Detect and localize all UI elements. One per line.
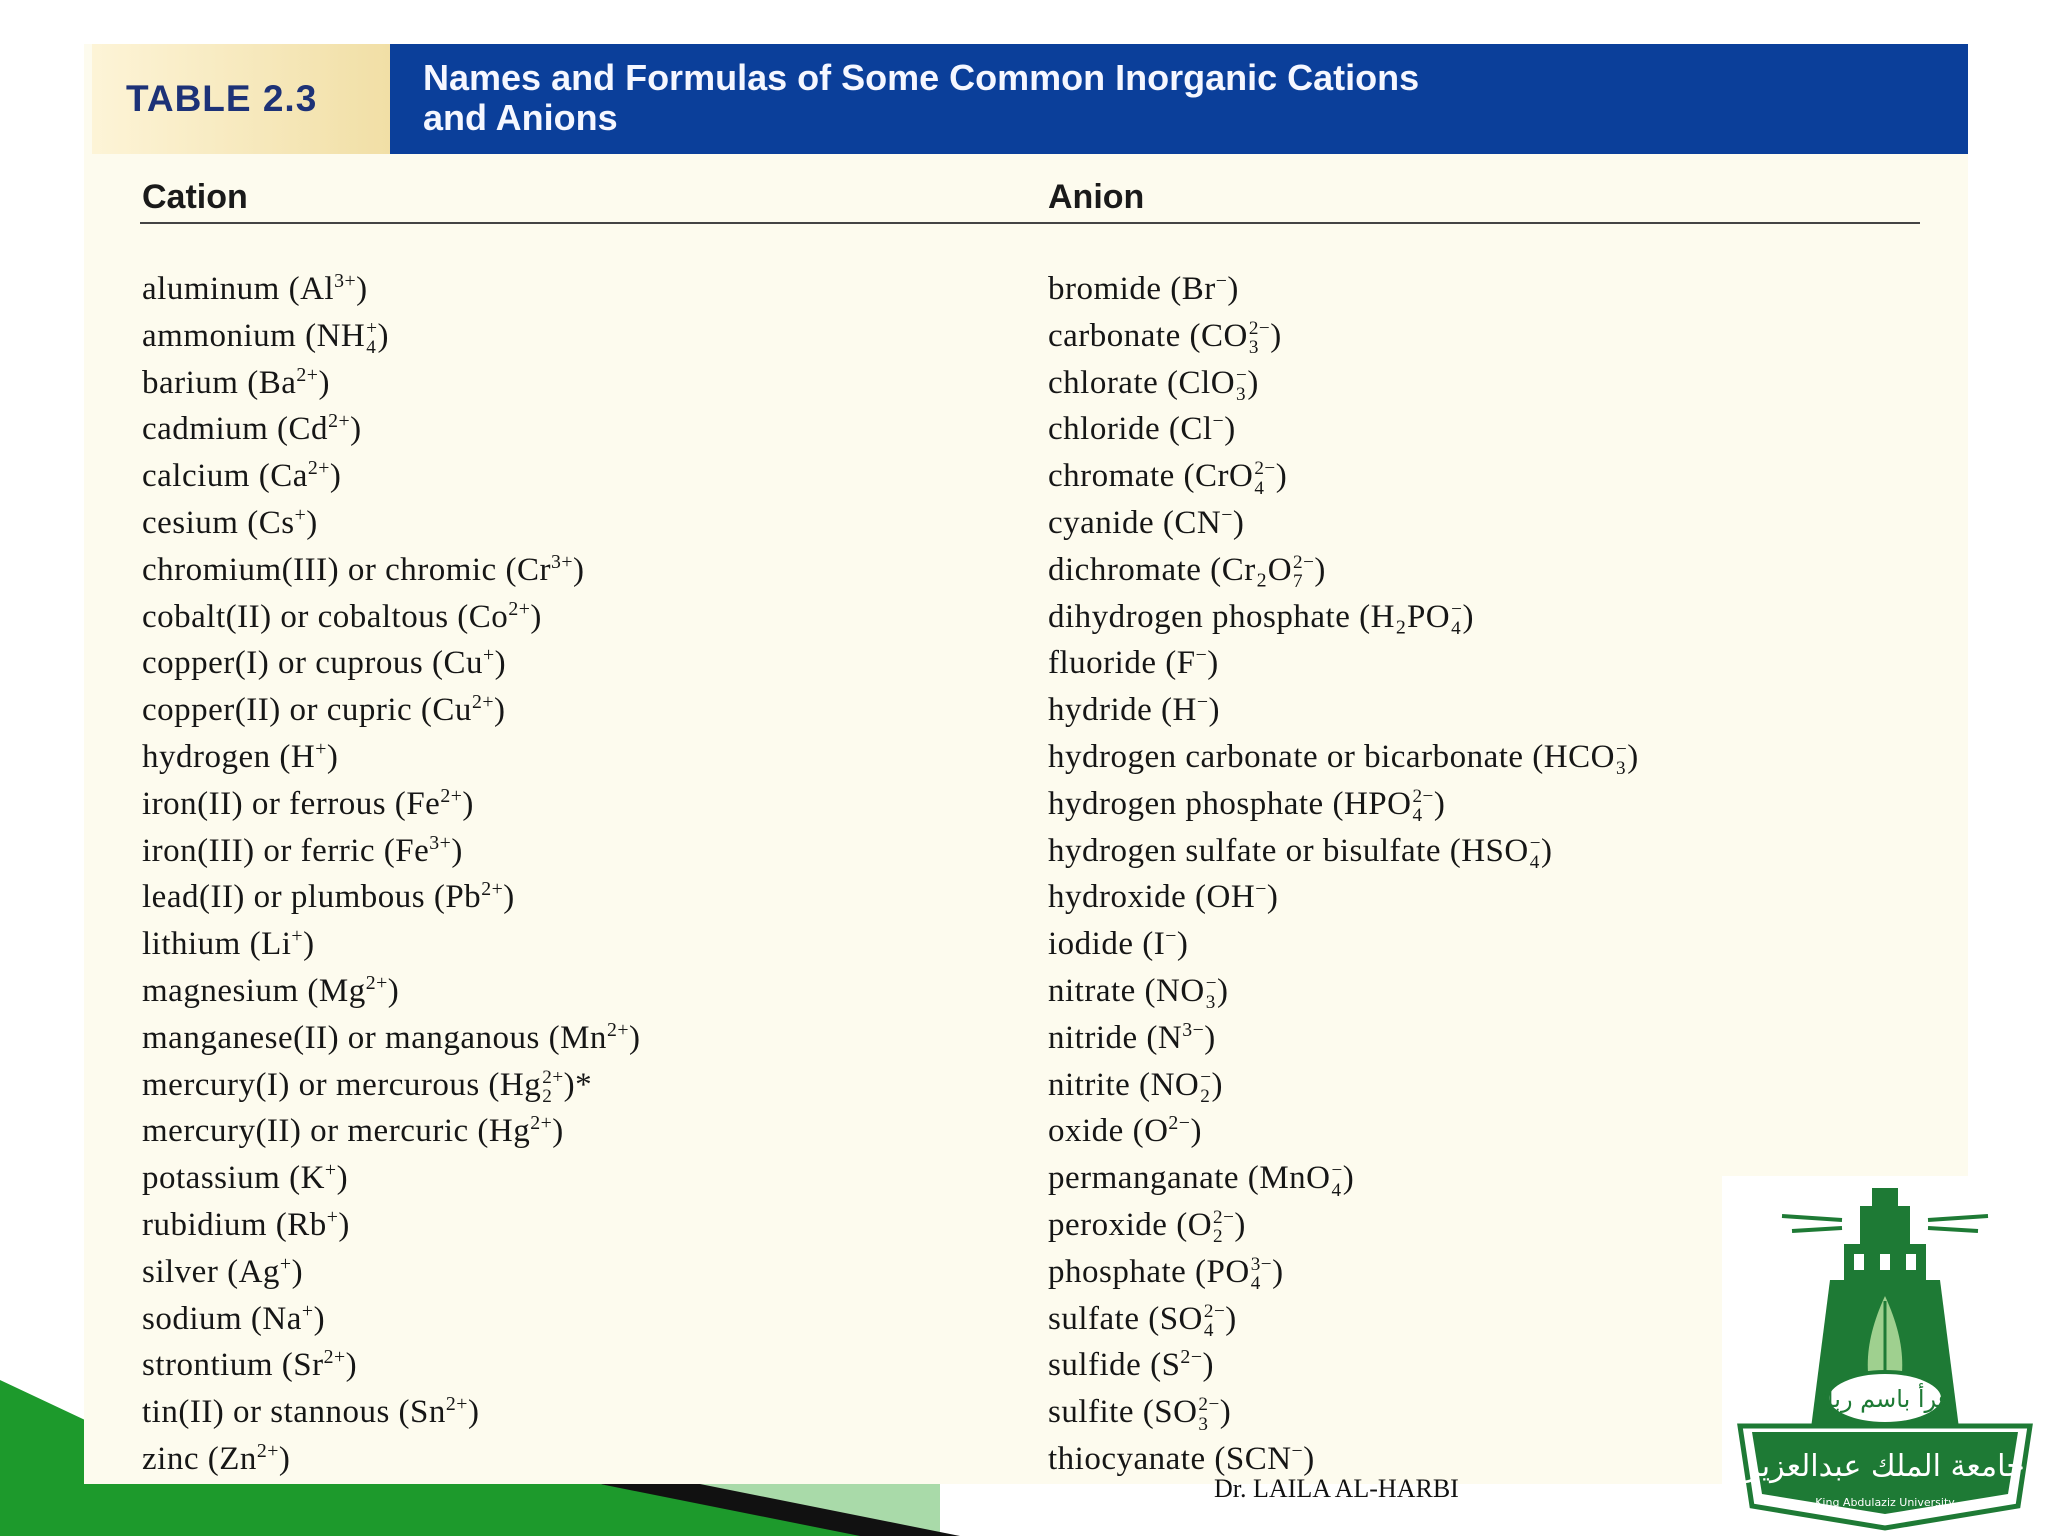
anion-name: thiocyanate ( [1048,1440,1226,1477]
cation-row: mercury(I) or mercurous (Hg 2+ 2 )* [142,1066,593,1107]
cation-name: copper(II) or cupric ( [142,692,433,729]
cation-row: ammonium (NH + 4 ) [142,317,390,359]
anion-name: sulfite ( [1048,1394,1155,1431]
anion-name: carbonate ( [1048,317,1201,354]
cation-charge: 2+ [323,1346,346,1369]
anion-name: sulfate ( [1048,1300,1160,1337]
cation-list [142,266,640,1483]
anion-row: hydrogen carbonate or bicarbonate (HCO − 3 ) [1048,738,1639,780]
anion-row: phosphate (PO 3− 4 ) [1048,1253,1284,1295]
cation-row: iron(II) or ferrous $(Fe^{2+})$ [142,784,474,822]
anion-charge-subscript: 2− 4 [1254,458,1276,499]
anion-charge-subscript: 2− 3 [1198,1394,1220,1435]
green-corner-shape [0,1380,85,1536]
anion-formula: O [1144,1113,1169,1150]
cation-charge: 3+ [334,270,357,292]
anion-row: cyanide (CN−) [1048,503,1245,541]
footer-author: Dr. LAILA AL-HARBI [1214,1474,1459,1503]
cation-row: aluminum $(Al^{3+})$ [142,270,368,307]
cation-formula: H [290,738,316,775]
anion-charge: 2− [1180,1346,1203,1369]
anion-formula: SO [1154,1394,1198,1431]
anion-row: hydrogen sulfate or bisulfate (HSO − 4 ) [1048,832,1553,873]
cation-formula: Sn [410,1394,446,1431]
cation-charge: + [294,503,307,526]
anion-charge-subscript: − 4 [1451,598,1463,639]
cation-charge: 2+ [365,971,388,994]
anion-charge-subscript: 2− 4 [1203,1300,1226,1341]
anion-row: permanganate (MnO − 4 ) [1048,1160,1355,1201]
anion-formula: CO [1201,317,1248,354]
anion-formula: NO [1150,1066,1200,1103]
cation-name: rubidium ( [142,1206,288,1243]
anion-name: sulfide ( [1048,1347,1162,1384]
anion-charge-subscript: − 4 [1331,1160,1343,1201]
anion-row: chloride (Cl−) [1048,410,1236,448]
anion-charge-subscript: 2− 7 [1293,552,1315,593]
logo-english-name: King Abdulaziz University [1815,1496,1955,1509]
cation-formula: Cd [288,411,329,448]
anion-formula: F [1176,645,1196,682]
cation-formula: K [300,1160,325,1197]
anion-formula: HCO [1543,738,1615,775]
anion-column-header: Anion [1048,178,1145,216]
cation-name: hydrogen ( [142,738,291,775]
cation-charge: 2+ [508,597,531,620]
anion-row: sulfide $(S^{2-})$ [1048,1346,1214,1384]
cation-row: strontium $(Sr^{2+})$ [142,1346,358,1384]
cation-name: tin(II) or stannous ( [142,1394,411,1431]
anion-charge-subscript: 2− 3 [1248,318,1271,359]
cation-formula: Ag [238,1253,280,1290]
anion-name: cyanide ( [1048,504,1175,541]
cation-formula: Li [261,926,292,963]
cation-name: mercury(I) or mercurous ( [142,1066,500,1103]
cation-charge: + [291,925,304,948]
cation-name: lithium ( [142,926,262,963]
anion-row: fluoride (F−) [1048,644,1219,682]
cation-name: strontium ( [142,1347,294,1384]
cation-row: lead(II) or plumbous $(Pb^{2+})$ [142,878,515,916]
cation-charge: + [482,644,495,667]
cation-name: cobalt(II) or cobaltous ( [142,598,469,635]
cation-charge: 2+ [328,410,351,433]
cation-charge: 2+ [440,784,463,807]
cation-formula: Pb [445,879,482,916]
anion-charge: − [1221,503,1233,526]
cation-row: mercury(II) or mercuric $(Hg^{2+})$ [142,1112,564,1150]
anion-formula: I [1153,926,1166,963]
cation-charge: 2+ [481,878,504,901]
cation-formula: Ba [258,364,297,401]
anion-charge: − [1212,410,1225,433]
logo-arabic-name: جامعة الملك عبدالعزيز [1745,1449,2025,1484]
cation-charge: + [301,1299,314,1322]
cation-row: cadmium $(Cd^{2+})$ [142,410,362,448]
table-header [92,44,1968,154]
cation-formula: Hg [488,1113,531,1150]
anion-charge-subscript: 2− 4 [1412,786,1434,827]
anion-row: chromate (CrO 2− 4 ) [1048,458,1288,499]
cation-row: calcium $(Ca^{2+})$ [142,457,342,495]
anion-name: phosphate ( [1048,1253,1207,1290]
cation-formula: Hg [499,1066,542,1103]
anion-formula: Br [1181,271,1216,307]
anion-charge-subscript: − 4 [1529,832,1542,873]
cation-formula: Cr [516,551,551,588]
cation-name: iron(II) or ferrous ( [142,785,407,822]
cation-charge: 3+ [429,831,452,854]
cation-formula: Al [300,271,335,307]
cation-row: magnesium $(Mg^{2+})$ [142,971,400,1009]
anion-charge-subscript: − 3 [1236,364,1248,406]
green-chevron-shape [85,1484,940,1536]
anion-name: chromate ( [1048,458,1196,495]
cation-row: iron(III) or ferric $(Fe^{3+})$ [142,831,463,869]
anion-row: sulfite (SO 2− 3 ) [1048,1394,1232,1435]
anion-charge: − [1255,878,1267,901]
anion-formula: CrO [1195,458,1254,495]
anion-formula: Cl [1180,411,1213,448]
anion-formula: PO [1206,1253,1250,1290]
anion-formula: N [1157,1019,1183,1056]
cation-row: silver (Ag+) [142,1252,304,1290]
anion-row: chlorate (ClO − 3 ) [1048,364,1259,406]
cation-formula: Mn [560,1019,607,1056]
cation-name: cadmium ( [142,411,289,448]
anion-row: nitrate (NO − 3 ) [1048,972,1229,1014]
anion-name: hydrogen sulfate or bisulfate ( [1048,832,1462,869]
cation-name: iron(III) or ferric ( [142,832,396,869]
cation-name: mercury(II) or mercuric ( [142,1113,489,1150]
anion-name: nitride ( [1048,1019,1158,1056]
header-rule [140,222,1920,224]
anion-name: bromide ( [1048,271,1182,307]
anion-charge: − [1195,644,1208,667]
cation-charge-subscript: + 4 [366,318,378,359]
cation-charge: 2+ [296,363,319,386]
anion-name: iodide ( [1048,926,1154,963]
cation-name: lead(II) or plumbous ( [142,879,446,916]
table-caption [390,44,1968,154]
anion-charge-subscript: − 3 [1615,739,1628,780]
anion-name: permanganate ( [1048,1160,1260,1197]
anion-formula: MnO [1259,1160,1331,1197]
anion-row: iodide (I−) [1048,925,1189,963]
cation-row: barium $(Ba^{2+})$ [142,363,330,401]
anion-formula: CN [1174,504,1222,541]
cation-formula: Mg [318,972,366,1009]
anion-row: carbonate (CO 2− 3 ) [1048,317,1282,359]
cation-charge: + [326,1205,339,1228]
anion-formula: OH [1206,879,1256,916]
black-chevron-shape [600,1484,960,1536]
cation-formula: Cu [443,645,483,682]
cation-formula: Rb [287,1206,327,1243]
cation-row: copper(I) or cuprous (Cu+) [142,644,507,682]
anion-charge: 3− [1182,1018,1205,1041]
anion-row: hydroxide (OH−) [1048,878,1279,916]
anion-name: chlorate ( [1048,364,1179,401]
anion-row: hydride (H−) [1048,691,1221,729]
cation-row: hydrogen (H+) [142,737,339,775]
anion-charge-subscript: 3− 4 [1250,1254,1273,1295]
anion-name: fluoride ( [1048,645,1177,682]
cation-row: cobalt(II) or cobaltous $(Co^{2+})$ [142,597,542,635]
cation-name: magnesium ( [142,972,319,1009]
cation-name: manganese(II) or manganous ( [142,1019,561,1056]
anion-charge: − [1196,691,1209,714]
anion-name: chloride ( [1048,411,1181,448]
cation-formula: Ca [270,458,308,495]
anion-row: nitride $(N^{3-})$ [1048,1018,1216,1056]
anion-formula: S [1161,1347,1181,1384]
cation-charge-subscript: 2+ 2 [542,1066,564,1107]
anion-formula: O [1187,1206,1213,1243]
anion-formula: HSO [1461,832,1529,869]
anion-charge-subscript: − 3 [1205,973,1217,1014]
table-panel [84,44,1968,1484]
cation-formula: Fe [406,785,441,822]
cation-name: chromium(III) or chromic ( [142,551,517,588]
cation-row: tin(II) or stannous $(Sn^{2+})$ [142,1393,480,1431]
cation-charge: 3+ [550,550,573,573]
anion-row: hydrogen phosphate (HPO 2− 4 ) [1048,785,1446,827]
anion-row: thiocyanate (SCN−) [1048,1439,1315,1477]
anion-charge: − [1291,1439,1304,1462]
cation-row: rubidium (Rb+) [142,1205,350,1243]
cation-charge: 2+ [445,1393,468,1416]
cation-name: barium ( [142,364,259,401]
anion-row: sulfate (SO 2− 4 ) [1048,1300,1237,1341]
cation-charge: 2+ [530,1112,553,1135]
king-abdulaziz-university-logo-icon [1722,1176,2048,1536]
anion-charge-subscript: 2− 2 [1213,1207,1235,1248]
anion-row: oxide $(O^{2-})$ [1048,1112,1202,1150]
anion-row: dihydrogen phosphate (H₂PO − 4 ) [1048,598,1474,639]
anion-formula: H₂PO [1370,598,1451,635]
anion-list [1048,266,1639,1483]
cation-charge: + [279,1252,292,1275]
cation-formula: Cu [432,692,472,729]
anion-name: hydrogen phosphate ( [1048,785,1344,822]
anion-formula: NO [1156,972,1205,1009]
cation-row: manganese(II) or manganous $(Mn^{2+})$ [142,1018,641,1056]
cation-name: calcium ( [142,458,271,495]
cation-name: zinc ( [142,1440,220,1477]
cation-name: sodium ( [142,1300,263,1337]
cation-name: silver ( [142,1253,239,1290]
cation-row: lithium (Li+) [142,925,315,963]
cation-name: aluminum ( [142,271,301,307]
logo-motto-text: اقرأ باسم ربك [1814,1385,1956,1413]
anion-formula: Cr₂O [1221,551,1293,588]
cation-formula: Cs [258,504,295,541]
anion-name: hydroxide ( [1048,879,1207,916]
anion-charge: − [1215,270,1228,292]
anion-name: hydrogen carbonate or bicarbonate ( [1048,738,1544,775]
cation-row: zinc $(Zn^{2+})$ [142,1439,291,1477]
anion-name: nitrate ( [1048,972,1157,1009]
anion-name: dihydrogen phosphate ( [1048,598,1371,635]
anion-row: bromide (Br−) [1048,270,1239,307]
cation-formula: Fe [395,832,430,869]
cation-name: copper(I) or cuprous ( [142,645,444,682]
cation-row: chromium(III) or chromic $(Cr^{3+})$ [142,550,585,588]
cation-formula: Na [262,1300,302,1337]
anion-row: dichromate (Cr₂O 2− 7 ) [1048,551,1326,593]
cation-charge: 2+ [307,457,330,480]
cation-column-header: Cation [142,178,248,216]
anion-charge-subscript: − 2 [1200,1066,1212,1107]
cation-formula: Co [468,598,509,635]
anion-formula: HPO [1343,785,1412,822]
table-number: TABLE 2.3 [92,44,390,154]
anion-name: hydride ( [1048,692,1173,729]
table-caption-line-1: Names and Formulas of Some Common Inorganic Cations [423,57,1420,98]
cation-row: cesium (Cs+) [142,503,318,541]
cation-formula: Zn [219,1440,257,1477]
table-caption-line-2: and Anions [423,97,618,138]
anion-name: oxide ( [1048,1113,1145,1150]
cation-formula: Sr [293,1347,324,1384]
green-chevron-highlight [600,1484,940,1536]
cation-row: copper(II) or cupric $(Cu^{2+})$ [142,691,506,729]
cation-charge: + [315,737,327,760]
cation-formula: NH [316,317,366,354]
anion-formula: ClO [1178,364,1236,401]
cation-charge: 2+ [606,1018,629,1041]
anion-name: dichromate ( [1048,551,1222,588]
anion-formula: SCN [1225,1440,1292,1477]
cation-name: cesium ( [142,504,259,541]
anion-formula: H [1172,692,1197,729]
cation-name: potassium ( [142,1160,301,1197]
anion-charge: − [1165,925,1177,948]
anion-name: peroxide ( [1048,1206,1188,1243]
cation-charge: 2+ [256,1439,279,1462]
anion-formula: SO [1159,1300,1203,1337]
cation-name: ammonium ( [142,317,317,354]
cation-row: sodium (Na+) [142,1299,326,1337]
cation-row: potassium (K+) [142,1159,349,1197]
anion-charge: 2− [1168,1112,1191,1135]
cation-charge: + [324,1159,337,1182]
anion-row: peroxide (O 2− 2 ) [1048,1206,1246,1248]
anion-name: nitrite ( [1048,1066,1151,1103]
cation-charge: 2+ [471,691,494,714]
anion-row: nitrite (NO − 2 ) [1048,1066,1224,1107]
